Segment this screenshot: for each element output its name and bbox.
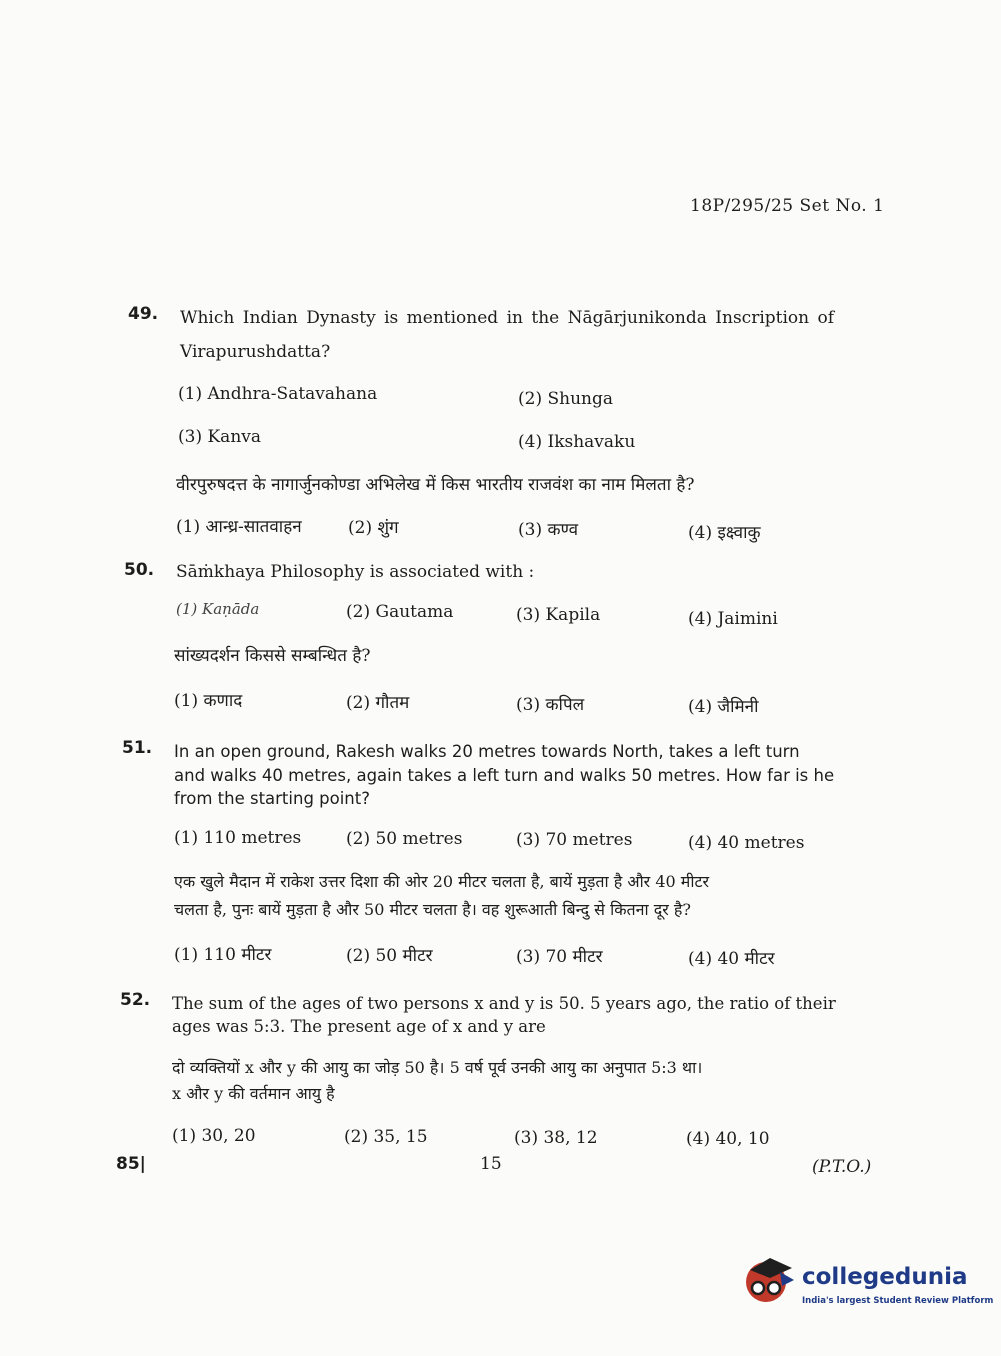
question-51-line-2: and walks 40 metres, again takes a left turn and walks 50 metres. How far is he [174,766,835,785]
question-number-52: 52. [120,990,151,1010]
option-50-4: (4) Jaimini [688,609,778,629]
question-49-hindi: वीरपुरुषदत्त के नागार्जुनकोण्डा अभिलेख में किस भारतीय राजवंश का नाम मिलता है? [176,475,695,495]
option-52-4: (4) 40, 10 [686,1129,770,1149]
hindi-option-49-4: (4) इक्ष्वाकु [688,523,761,543]
option-52-1: (1) 30, 20 [172,1126,256,1146]
option-49-2: (2) Shunga [518,389,613,409]
question-52-hindi-line-1: दो व्यक्तियों x और y की आयु का जोड़ 50 है। 5 वर्ष पूर्व उनकी आयु का अनुपात 5:3 था। [172,1058,703,1077]
hindi-option-50-1: (1) कणाद [174,691,243,711]
question-50-hindi: सांख्यदर्शन किससे सम्बन्धित है? [174,646,371,666]
hindi-option-51-2: (2) 50 मीटर [346,946,433,966]
brand-tagline: India's largest Student Review Platform [802,1296,994,1306]
option-51-2: (2) 50 metres [346,829,463,849]
pto-label: (P.T.O.) [812,1157,872,1177]
option-49-3: (3) Kanva [178,427,262,447]
question-50-line-1: Sāṁkhaya Philosophy is associated with : [176,562,535,582]
option-51-3: (3) 70 metres [516,830,633,850]
paper-code: 18P/295/25 Set No. 1 [690,196,885,216]
question-51-hindi-line-1: एक खुले मैदान में राकेश उत्तर दिशा की ओर 20 मीटर चलता है, बायें मुड़ता है और 40 मीटर [174,872,710,891]
question-52-line-2: ages was 5:3. The present age of x and y are [172,1017,546,1036]
option-50-1: (1) Kaṇāda [176,600,260,618]
question-number-50: 50. [124,560,155,580]
option-51-1: (1) 110 metres [174,828,302,848]
option-49-1: (1) Andhra-Satavahana [178,384,378,404]
option-52-2: (2) 35, 15 [344,1127,428,1147]
question-51-line-1: In an open ground, Rakesh walks 20 metres towards North, takes a left turn [174,742,800,761]
question-52-line-1: The sum of the ages of two persons x and y is 50. 5 years ago, the ratio of their [172,994,836,1013]
question-52-hindi-line-2: x और y की वर्तमान आयु है [172,1084,335,1103]
question-51-line-3: from the starting point? [174,789,370,808]
option-49-4: (4) Ikshavaku [518,432,636,452]
hindi-option-50-3: (3) कपिल [516,695,585,715]
hindi-option-49-2: (2) शुंग [348,518,399,538]
hindi-option-51-4: (4) 40 मीटर [688,949,775,969]
option-52-3: (3) 38, 12 [514,1128,598,1148]
question-51-hindi-line-2: चलता है, पुनः बायें मुड़ता है और 50 मीटर चलता है। वह शुरूआती बिन्दु से कितना दूर है? [174,900,691,919]
hindi-option-51-3: (3) 70 मीटर [516,947,603,967]
question-49-line-1: Which Indian Dynasty is mentioned in the Nāgārjunikonda Inscription of [180,308,835,328]
question-number-51: 51. [122,738,153,758]
option-50-2: (2) Gautama [346,602,454,622]
question-number-49: 49. [128,304,159,324]
hindi-option-49-1: (1) आन्ध्र-सातवाहन [176,517,302,537]
option-51-4: (4) 40 metres [688,833,805,853]
hindi-option-49-3: (3) कण्व [518,520,579,540]
mascot-icon [740,1252,800,1312]
hindi-option-50-4: (4) जैमिनी [688,697,759,717]
hindi-option-51-1: (1) 110 मीटर [174,945,272,965]
option-50-3: (3) Kapila [516,605,601,625]
collegedunia-watermark [740,1248,994,1318]
question-49-line-2: Virapurushdatta? [180,342,331,362]
page-number: 15 [480,1154,502,1174]
footer-code: 85| [116,1154,146,1174]
hindi-option-50-2: (2) गौतम [346,693,410,713]
brand-name: collegedunia [802,1264,968,1290]
